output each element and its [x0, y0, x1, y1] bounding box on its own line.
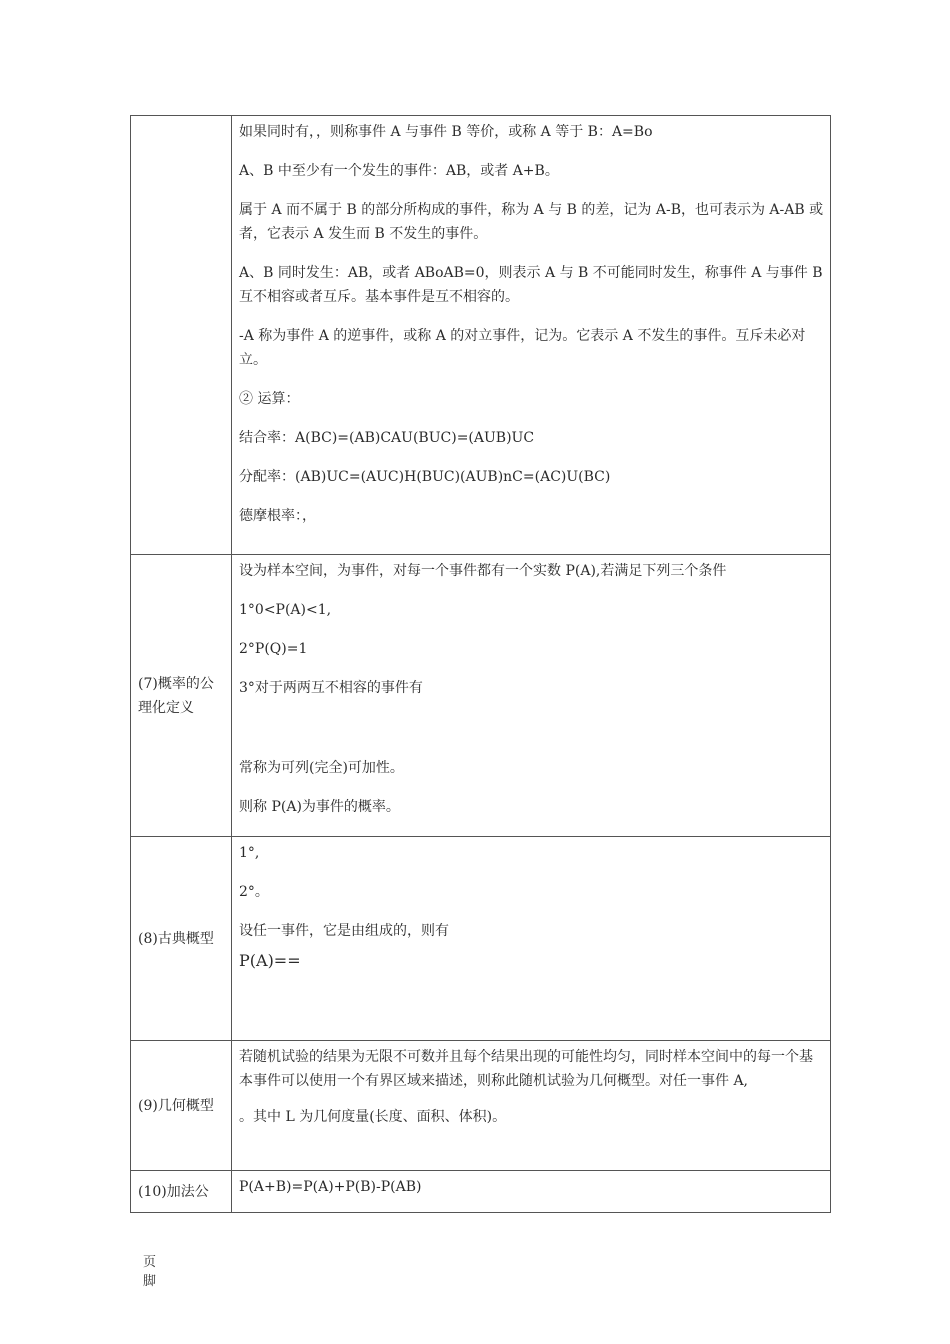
text-line: 结合率：A(BC)=(AB)CAU(BUC)=(AUB)UC [239, 430, 535, 446]
content-table [130, 115, 831, 1213]
text-line: 德摩根率：， [239, 508, 316, 524]
text-line: 2°P(Q)=1 [239, 641, 308, 657]
row-label: (8)古典概型 [131, 837, 232, 1041]
row-content [232, 837, 831, 1041]
text-line: -A 称为事件 A 的逆事件，或称 A 的对立事件，记为。它表示 A 不发生的事件。互斥未必对立。 [239, 328, 806, 368]
text-line: 如果同时有，，则称事件 A 与事件 B 等价，或称 A 等于 B：A=Bo [239, 124, 653, 140]
page-footer: 页脚 [143, 1255, 157, 1289]
text-line: 设为样本空间，为事件，对每一个事件都有一个实数 P(A),若满足下列三个条件 [239, 563, 727, 579]
text-line: 常称为可列(完全)可加性。 [239, 760, 404, 776]
row-content [232, 1171, 831, 1213]
text-line: 分配率：(AB)UC=(AUC)H(BUC)(AUB)nC=(AC)U(BC) [239, 469, 611, 485]
text-line: A、B 中至少有一个发生的事件：AB，或者 A+B。 [239, 163, 559, 179]
text-line: ② 运算： [239, 391, 300, 407]
text-line: 1°, [239, 845, 260, 861]
table-row [131, 1041, 831, 1171]
row-content [232, 555, 831, 837]
row-label: (9)几何概型 [131, 1041, 232, 1171]
table-row [131, 837, 831, 1041]
row-label [131, 116, 232, 555]
table-row [131, 555, 831, 837]
text-line: 若随机试验的结果为无限不可数并且每个结果出现的可能性均匀，同时样本空间中的每一个基本事件可以使用一个有界区域来描述，则称此随机试验为几何概型。对任一事件 A, [239, 1049, 813, 1089]
text-line: 3°对于两两互不相容的事件有 [239, 680, 423, 696]
text-line: 则称 P(A)为事件的概率。 [239, 799, 400, 815]
row-content [232, 116, 831, 555]
row-content [232, 1041, 831, 1171]
text-line: P(A+B)=P(A)+P(B)-P(AB) [239, 1179, 422, 1195]
text-line: 属于 A 而不属于 B 的部分所构成的事件，称为 A 与 B 的差，记为 A-B，也可表示为 A-AB 或者，它表示 A 发生而 B 不发生的事件。 [239, 202, 824, 242]
text-line: 。其中 L 为几何度量(长度、面积、体积)。 [239, 1109, 507, 1125]
formula-gap [239, 715, 824, 756]
row-label: (10)加法公 [131, 1171, 232, 1213]
table-row [131, 116, 831, 555]
row-label: (7)概率的公理化定义 [131, 555, 232, 837]
text-line: 1°0<P(A)<1, [239, 602, 332, 618]
text-line: 设任一事件，它是由组成的，则有 [239, 923, 449, 939]
text-line: P(A)== [239, 951, 301, 970]
text-line: A、B 同时发生：AB，或者 ABoAB=0，则表示 A 与 B 不可能同时发生，称事件 A 与事件 B 互不相容或者互斥。基本事件是互不相容的。 [239, 265, 823, 305]
table-row [131, 1171, 831, 1213]
text-line: 2°。 [239, 884, 269, 900]
